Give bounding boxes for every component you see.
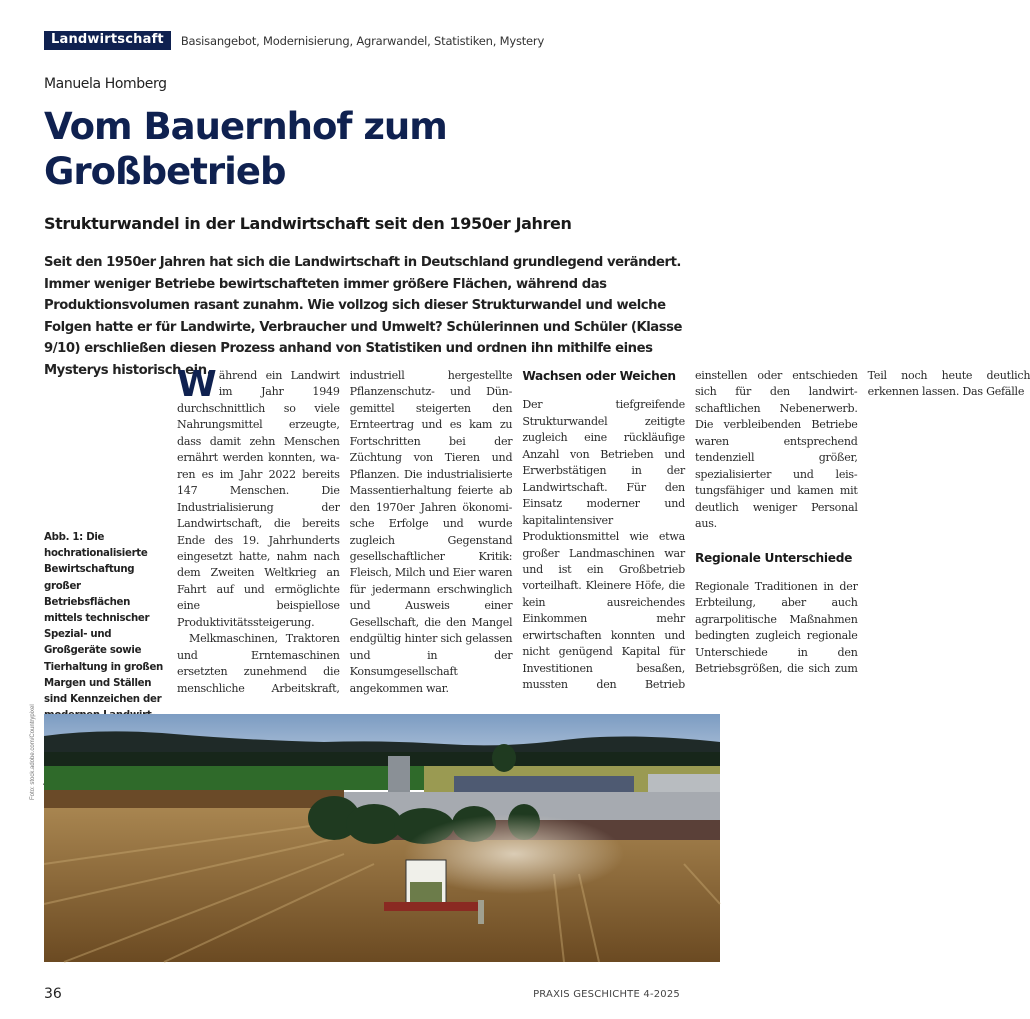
lead-paragraph: Seit den 1950er Jahren hat sich die Landwirtschaft in Deutschland grundlegend verändert. Immer weniger Betriebe bewirtschafteten immer größere Flächen, während das Produktionsvolumen rasant zunahm. Wie vollzog sich dieser Strukturwandel und welche Folgen hatte er für Landwirte, Verbraucher und Umwelt? Schülerinnen und Schüler (Klasse 9/10) erschließen diesen Prozess anhand von Statistiken und ordnen ihn mithilfe eines Mysterys historisch ein. [44, 255, 683, 378]
photo-credit: Foto: stock.adobe.com/Countrypixel [30, 704, 36, 800]
paragraph-wachsen: Der tiefgreifende Strukturwandel zeitigte zugleich eine rückläufige Anzahl von Betrieben und Erwerbstätigen in der Landwirtschaft. Für den Einsatz moderner und kapitalintensiver Produktionsmittel wie etwa großer Landmaschinen war und ist ein Großbetrieb vorteilhaft. Kleinere Höfe, die kein ausreichendes Einkommen mehr erwirtschaften konnten und nicht genügend Kapital für Investitionen besaßen, mussten den Betrieb einstellen oder entschieden sich für den landwirtschaftlichen Nebenerwerb. Die verbleibenden Betriebe waren entsprechend tendenziell größer, spezialisierter und leistungsfähiger und kamen mit deutlich weniger Personal aus. [522, 369, 858, 692]
keywords: Basisangebot, Modernisierung, Agrarwandel, Statistiken, Mystery [180, 33, 545, 48]
section-heading-wachsen: Wachsen oder Weichen [522, 369, 676, 383]
title-line-2: Großbetrieb [44, 150, 286, 193]
solar-roof [454, 776, 634, 792]
figure-photo [44, 714, 720, 962]
figure-caption: Abb. 1: Die hochrationalisierte Bewirtschaftung großer Betriebsflächen mittels technischer Spezial- und Großgeräte sowie Tierhaltung in großen Margen und Ställen sind Kennzeichen der [44, 532, 164, 706]
silo [388, 756, 410, 798]
brown-strip [44, 790, 344, 810]
section-heading-regional: Regionale Unterschiede [694, 550, 853, 565]
combine-harvester-field-photo [44, 714, 720, 962]
category-badge: Landwirtschaft [44, 31, 171, 50]
page-number: 36 [44, 986, 62, 1002]
article-body [177, 364, 1030, 698]
paragraph-regional: Regionale Traditionen in der Erbteilung, aber auch agrarpolitische Maßnahmen bedingten zugleich regionale Unterschiede in den Betriebsgrößen, die sich zum Teil noch heute deutlich erkennen lassen. Das Gefälle [694, 369, 1030, 676]
journal-name: PRAXIS GESCHICHTE 4-2025 [533, 989, 680, 1000]
green-field [44, 766, 484, 790]
paragraph-intro [177, 364, 340, 631]
title-line-1: Vom Bauernhof zum [44, 105, 447, 148]
author-name: Manuela Homberg [44, 76, 167, 92]
paragraph-machines: Melkmaschinen, Traktoren und Erntemaschinen ersetzten zunehmend die menschliche Arbeitskraft, industriell hergestellte Pflanzenschutz- und Düngemittel steigerten den Ernteertrag und es kam zu Fortschritten bei der Züchtung von Tieren und Pflanzen. Die industrialisierte Massentierhaltung feierte ab den 1970er Jahren ökonomische Erfolge und wurde zugleich Gegenstand gesellschaftlicher Kritik: Fleisch, Milch und Eier waren für jedermann erschwinglich und Ausweis einer Gesellschaft, die den Mangel endgültig hinter sich gelassen und in der Konsumgesellschaft angekommen war. [177, 369, 513, 695]
header-bar [44, 31, 544, 50]
drop-cap: W [177, 364, 216, 405]
paragraph-text: ährend ein Landwirt im Jahr 1949 durchschnittlich so viele Nahrungsmittel erzeugte, dass damit zehn Menschen ernährt werden konnten, waren es im Jahr 2022 bereits 147 Menschen. Die Industrialisierung der Landwirtschaft, die bereits Ende des 19. Jahrhunderts eingesetzt hatte, nahm nach dem Zweiten Weltkrieg an Fahrt auf und ermöglichte eine beispiellose Produktivitätssteigerung. [177, 369, 340, 629]
barn-right [648, 774, 720, 792]
article-title [44, 104, 684, 194]
article-subtitle: Strukturwandel in der Landwirtschaft seit den 1950er Jahren [44, 214, 572, 233]
